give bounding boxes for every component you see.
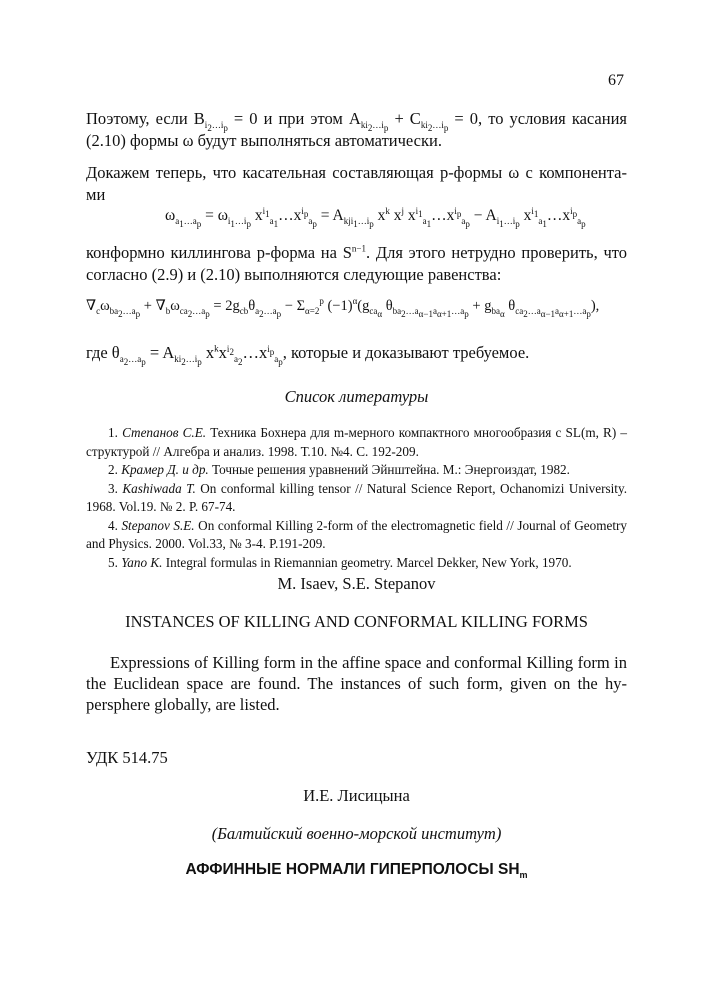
references-list xyxy=(86,424,627,572)
references-title: Список литературы xyxy=(284,387,429,406)
authors-en: M. Isaev, S.E. Stepanov xyxy=(277,574,436,593)
reference-item: 3. Kashiwada T. On conformal killing tensor // Natural Science Report, Ochanomizi University. 1968. Vol.19. № 2. P. 67-74. xyxy=(86,480,628,514)
institute: (Балтийский военно-морской институт) xyxy=(211,824,502,843)
reference-item: 5. Yano K. Integral formulas in Riemannian geometry. Marcel Dekker, New York, 1970. xyxy=(108,554,572,570)
paragraph-1: Поэтому, если $B_{i_2\dots i_p} = 0$ и при этом $A_{ki_2\dots i_p} + C_{ki_2\dots i_p} = 0$, то условия касания (2.10) формы ω будут выполняться автоматически. xyxy=(86,109,628,150)
title-en: INSTANCES OF KILLING AND CONFORMAL KILLING FORMS xyxy=(125,612,588,631)
page-number: 67 xyxy=(608,72,624,89)
paragraph-4: где $\theta_{a_2\dots a_p} = A_{ki_2\dots i_p}$ $x^kx^{i_2}_{a_2}\dots x^{i_p}_{a_p}$, которые и доказывают требуемое. xyxy=(86,343,530,368)
paragraph-3: конформно киллингова p-форма на $S^{n-1}$. Для этого нетрудно проверить, что согласно (2.9) и (2.10) выполняются следующие равенства: xyxy=(86,243,627,284)
reference-item: 4. Stepanov S.E. On conformal Killing 2-form of the electromagnetic field // Journal of Geometry and Physics. 2000. Vol.33, № 3-4. P.191-209. xyxy=(86,517,627,551)
formula-nabla: $\nabla_c\omega_{ba_2\dots a_p} + \nabla_b\omega_{ca_2\dots a_p} = 2g_{cb}\theta_{a_2\dots a_p} - \Sigma_{\alpha=2}^p$ $(-1)^\alpha(g_{ca_\alpha}$ $\theta_{ba_2\dots a_{\alpha-1}a_{\alpha+1}\dots a_p} + g_{ba_\alpha}$ $\theta_{ca_2\dots a_{\alpha-1}a_{\alpha+1}\dots a_p}$), xyxy=(86,296,600,319)
formula-omega: $\omega_{a_1\dots a_p} = \omega_{i_1\dots i_p}$ $x^{i_1}_{a_1}\dots x^{i_p}_{a_p} = A_{kji_1\dots i_p}$ $x^k$ $x^j$ $x^{i_1}_{a_1}\dots x^{i_p}_{a_p} - A_{i_1\dots i_p}$ $x^{i_1}_{a_1}\dots x^{i_p}_{a_p}$ xyxy=(165,205,586,229)
author-ru: И.Е. Лисицына xyxy=(303,786,410,805)
reference-item: 2. Крамер Д. и др. Точные решения уравнений Эйнштейна. М.: Энергоиздат, 1982. xyxy=(108,462,570,477)
udk: УДК 514.75 xyxy=(86,748,168,767)
abstract-en: Expressions of Killing form in the affine space and conformal Killing form in the Euclidean space are found. The instances of such form, given on the hy-persphere globally, are listed. xyxy=(86,653,627,714)
title-ru: АФФИННЫЕ НОРМАЛИ ГИПЕРПОЛОСЫ $SH_m$ xyxy=(185,861,528,881)
paragraph-2: Докажем теперь, что касательная составляющая p-формы ω с компонента-ми xyxy=(86,163,627,204)
reference-item: 1. Степанов С.Е. Техника Бохнера для m-мерного компактного многообразия с SL(m, R) – структурой // Алгебра и анализ. 1998. Т.10. №4. С. 192-209. xyxy=(86,425,627,459)
